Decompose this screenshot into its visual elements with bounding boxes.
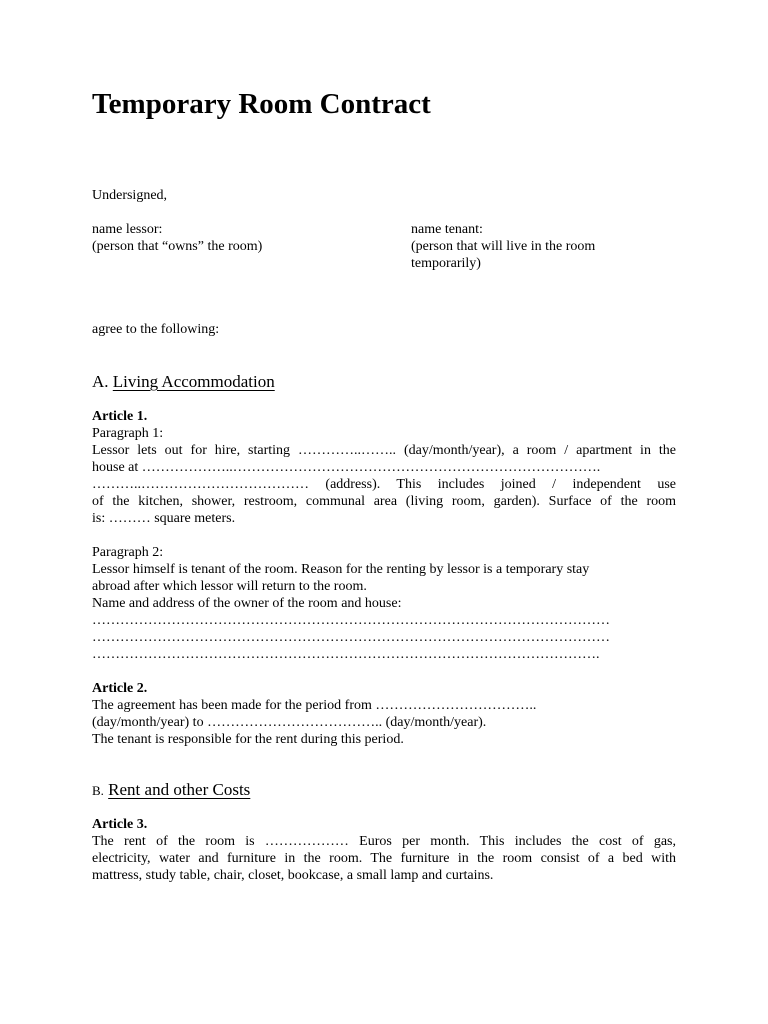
article-2-line: (day/month/year) to ……………………………….. (day/month/year). xyxy=(92,715,487,730)
article-3-line: electricity, water and furniture in the room. The furniture in the room consist of a bed with xyxy=(92,851,676,866)
article-2-heading: Article 2. xyxy=(92,681,148,696)
paragraph-1-heading: Paragraph 1: xyxy=(92,426,164,441)
paragraph-1-line: is: ……… square meters. xyxy=(92,511,236,526)
tenant-label: name tenant: xyxy=(411,222,483,237)
undersigned-text: Undersigned, xyxy=(92,188,168,203)
article-1-heading: Article 1. xyxy=(92,409,148,424)
lessor-label: name lessor: xyxy=(92,222,163,237)
article-3-line: mattress, study table, chair, closet, bookcase, a small lamp and curtains. xyxy=(92,868,494,883)
paragraph-1-line: ………..……………………………… (address). This includes joined / independent use xyxy=(92,477,676,492)
section-b-heading xyxy=(92,780,250,801)
agree-text: agree to the following: xyxy=(92,322,220,337)
paragraph-2-line: Name and address of the owner of the room and house: xyxy=(92,596,402,611)
article-2-line: The agreement has been made for the period from …………………………….. xyxy=(92,698,537,713)
tenant-note-line-1: (person that will live in the room xyxy=(411,239,596,254)
section-a-heading xyxy=(92,372,275,392)
document-title: Temporary Room Contract xyxy=(92,88,431,120)
paragraph-1-line: Lessor lets out for hire, starting …………..…….. (day/month/year), a room / apartment in the xyxy=(92,443,676,458)
paragraph-1-line: house at ………………..……………………………………………………………………. xyxy=(92,460,601,475)
paragraph-2-line: ………………………………………………………………………………………………. xyxy=(92,647,600,662)
paragraph-2-line: ………………………………………………………………………………………………… xyxy=(92,630,610,645)
lessor-note: (person that “owns” the room) xyxy=(92,239,263,254)
article-3-heading: Article 3. xyxy=(92,817,148,832)
section-b-prefix: B. xyxy=(92,783,104,798)
article-3 xyxy=(92,816,676,884)
article-2-line: The tenant is responsible for the rent during this period. xyxy=(92,732,404,747)
section-a-title: Living Accommodation xyxy=(112,372,275,391)
paragraph-2-line: Lessor himself is tenant of the room. Reason for the renting by lessor is a temporary stay xyxy=(92,562,590,577)
paragraph-1-line: of the kitchen, shower, restroom, communal area (living room, garden). Surface of the room xyxy=(92,494,676,509)
paragraph-2-line: ………………………………………………………………………………………………… xyxy=(92,613,610,628)
paragraph-2-heading: Paragraph 2: xyxy=(92,545,164,560)
article-1 xyxy=(92,408,676,748)
section-a-prefix: A. xyxy=(92,372,109,391)
article-3-line: The rent of the room is ……………… Euros per month. This includes the cost of gas, xyxy=(92,834,676,849)
section-b-title: Rent and other Costs xyxy=(108,780,251,799)
paragraph-2-line: abroad after which lessor will return to the room. xyxy=(92,579,367,594)
tenant-note-line-2: temporarily) xyxy=(411,256,481,271)
